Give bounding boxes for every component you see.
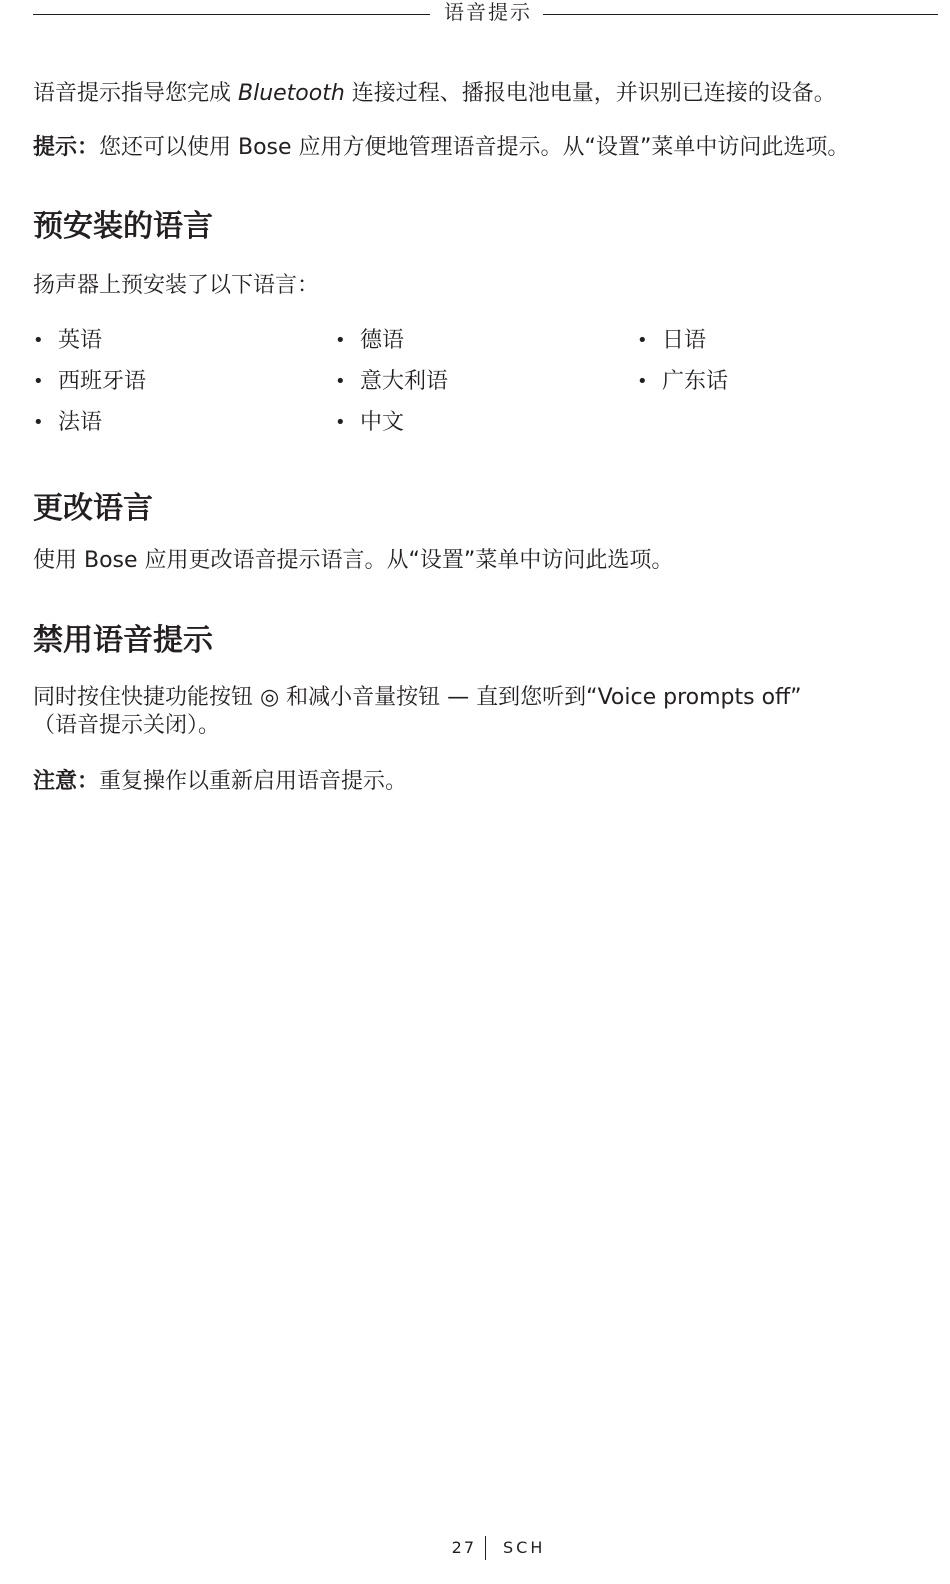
page-header xyxy=(33,0,938,28)
bluetooth-term: Bluetooth xyxy=(238,81,345,106)
intro-paragraph xyxy=(33,79,938,109)
list-item xyxy=(335,367,625,408)
note-paragraph xyxy=(33,767,938,797)
tip-text: 您还可以使用 Bose 应用方便地管理语音提示。从“设置”菜单中访问此选项。 xyxy=(99,135,850,160)
page-footer xyxy=(0,1536,950,1562)
bullet-dot-icon: • xyxy=(637,371,648,392)
language-name: 日语 xyxy=(662,328,707,353)
list-item xyxy=(637,326,927,367)
change-language-heading: 更改语言 xyxy=(33,491,153,526)
list-item xyxy=(335,326,625,367)
bullet-dot-icon: • xyxy=(335,371,346,392)
bullet-dot-icon: • xyxy=(33,412,44,433)
language-name: 意大利语 xyxy=(360,369,449,394)
footer-divider xyxy=(485,1536,486,1560)
language-column-3 xyxy=(637,326,927,408)
intro-text-before: 语音提示指导您完成 xyxy=(33,81,238,106)
disable-prompts-line-2: （语音提示关闭）。 xyxy=(33,713,221,738)
language-name: 西班牙语 xyxy=(58,369,147,394)
change-language-text: 使用 Bose 应用更改语音提示语言。从“设置”菜单中访问此选项。 xyxy=(33,548,674,573)
page-number: 27 xyxy=(451,1538,476,1557)
disable-prompts-paragraph xyxy=(33,683,938,741)
language-name: 德语 xyxy=(360,328,405,353)
note-label: 注意： xyxy=(33,769,100,794)
list-item xyxy=(33,326,323,367)
header-rule-left xyxy=(33,14,430,15)
disable-prompts-heading: 禁用语音提示 xyxy=(33,623,213,658)
header-title: 语音提示 xyxy=(444,0,532,24)
language-column-2 xyxy=(335,326,625,449)
disable-prompts-line-1: 同时按住快捷功能按钮 ◎ 和减小音量按钮 — 直到您听到“Voice prompts off” xyxy=(33,685,802,710)
list-item xyxy=(637,367,927,408)
list-item xyxy=(335,408,625,449)
tip-label: 提示： xyxy=(33,135,100,160)
note-text: 重复操作以重新启用语音提示。 xyxy=(99,769,408,794)
language-code: SCH xyxy=(503,1538,546,1557)
list-item xyxy=(33,408,323,449)
preinstalled-heading: 预安装的语言 xyxy=(33,209,213,244)
language-column-1 xyxy=(33,326,323,449)
language-name: 中文 xyxy=(360,410,405,435)
preinstalled-intro: 扬声器上预安装了以下语言： xyxy=(33,273,320,298)
language-name: 法语 xyxy=(58,410,103,435)
bullet-dot-icon: • xyxy=(33,371,44,392)
language-name: 广东话 xyxy=(662,369,729,394)
bullet-dot-icon: • xyxy=(637,330,648,351)
bullet-dot-icon: • xyxy=(335,330,346,351)
tip-paragraph xyxy=(33,133,938,163)
intro-text-after: 连接过程、播报电池电量，并识别已连接的设备。 xyxy=(344,81,836,106)
bullet-dot-icon: • xyxy=(33,330,44,351)
bullet-dot-icon: • xyxy=(335,412,346,433)
header-rule-right xyxy=(543,14,938,15)
language-list xyxy=(33,326,938,446)
language-name: 英语 xyxy=(58,328,103,353)
list-item xyxy=(33,367,323,408)
